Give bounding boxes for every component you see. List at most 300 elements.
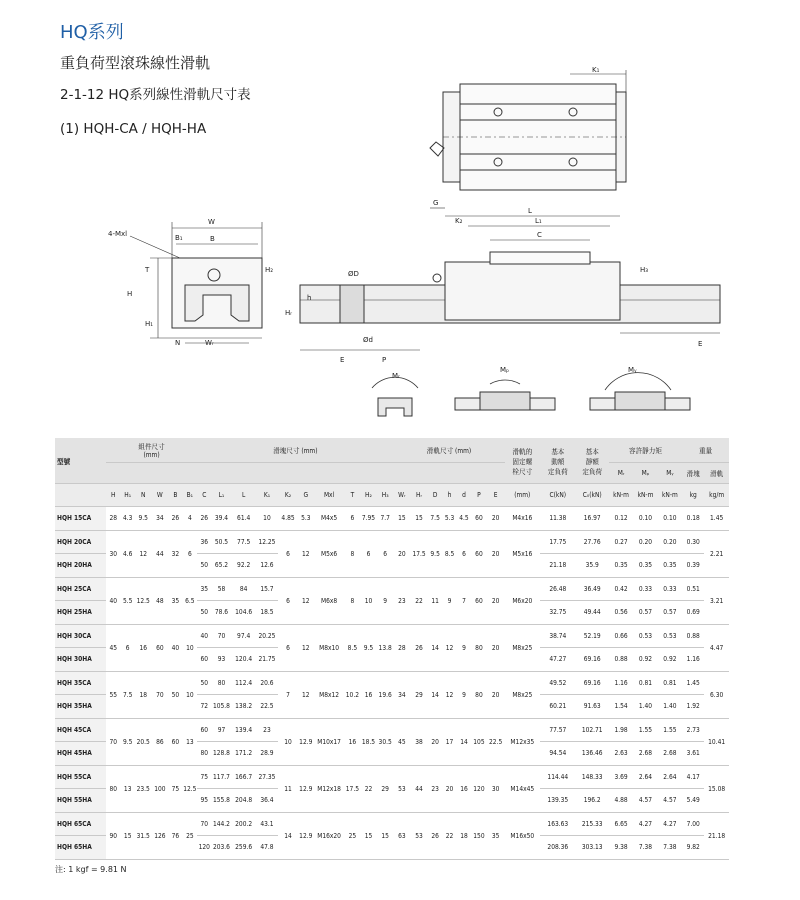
table-cell: M8x25 — [505, 624, 541, 671]
column-header: Hᵣ — [410, 484, 428, 507]
table-cell: 43.1 — [256, 812, 278, 836]
table-row — [55, 530, 729, 554]
table-cell: 94.54 — [540, 742, 576, 766]
table-cell: 20 — [442, 765, 456, 812]
table-cell: 86 — [152, 718, 169, 765]
table-cell: 7.95 — [360, 507, 377, 531]
table-cell: 4.57 — [633, 789, 657, 813]
table-cell: 21.75 — [256, 648, 278, 672]
model-cell: HQH 55HA — [55, 789, 106, 813]
table-cell: 5.3 — [442, 507, 456, 531]
table-cell: 20 — [487, 624, 505, 671]
column-header: B₁ — [183, 484, 197, 507]
table-cell: 15 — [360, 812, 377, 859]
table-cell: 28 — [106, 507, 120, 531]
table-cell: 40 — [168, 624, 182, 671]
table-cell: 15.08 — [704, 765, 729, 812]
table-cell: 58 — [211, 577, 231, 601]
table-cell: 0.53 — [658, 624, 682, 648]
label-n: N — [175, 339, 181, 347]
table-cell: 91.63 — [576, 695, 609, 719]
table-cell: 15 — [394, 507, 411, 531]
model-heading: (1) HQH-CA / HQH-HA — [60, 121, 207, 137]
table-cell: 21.18 — [704, 812, 729, 859]
header-row-1 — [55, 438, 729, 463]
column-header: kN-m — [633, 484, 657, 507]
table-cell: 1.16 — [609, 671, 633, 695]
table-cell: 31.5 — [135, 812, 152, 859]
table-cell: 93 — [211, 648, 231, 672]
table-cell: 16 — [457, 765, 471, 812]
column-header: T — [345, 484, 361, 507]
column-header: C(kN) — [540, 484, 576, 507]
table-row — [55, 718, 729, 742]
table-cell: M5x16 — [505, 530, 541, 577]
table-cell: 49.52 — [540, 671, 576, 695]
table-cell: 10.2 — [345, 671, 361, 718]
my-header: Mᵧ — [658, 463, 682, 484]
table-cell: 35 — [487, 812, 505, 859]
table-cell: 9 — [377, 577, 394, 624]
table-cell: 36.49 — [576, 577, 609, 601]
table-cell: 32.75 — [540, 601, 576, 625]
table-cell: 78.6 — [211, 601, 231, 625]
model-cell: HQH 15CA — [55, 507, 106, 531]
technical-drawing — [0, 0, 800, 440]
table-cell: 7 — [278, 671, 298, 718]
label-k1: K₁ — [592, 66, 600, 74]
table-cell: 26 — [197, 507, 211, 531]
table-cell: 16.97 — [576, 507, 609, 531]
table-cell: 1.16 — [682, 648, 704, 672]
table-cell: 55 — [106, 671, 120, 718]
table-cell: 12.9 — [298, 812, 314, 859]
product-subtitle: 重負荷型滾珠線性滑軌 — [60, 54, 211, 72]
section-title: 2-1-12 HQ系列線性滑軌尺寸表 — [60, 87, 251, 103]
table-cell: 15 — [377, 812, 394, 859]
table-cell: 139.4 — [231, 718, 255, 742]
model-cell: HQH 55CA — [55, 765, 106, 789]
column-header: kg/m — [704, 484, 729, 507]
table-cell: 18.5 — [360, 718, 377, 765]
label-t: T — [145, 266, 150, 274]
table-cell: M8x10 — [314, 624, 345, 671]
table-cell: 27.35 — [256, 765, 278, 789]
table-cell: 50 — [197, 554, 211, 578]
table-cell: 0.18 — [682, 507, 704, 531]
table-cell: 0.57 — [633, 601, 657, 625]
table-cell: 75 — [197, 765, 211, 789]
table-cell: 0.69 — [682, 601, 704, 625]
table-cell: 1.54 — [609, 695, 633, 719]
column-header: P — [471, 484, 487, 507]
table-cell: 22 — [442, 812, 456, 859]
model-cell: HQH 30CA — [55, 624, 106, 648]
table-cell: 303.13 — [576, 836, 609, 860]
table-cell: M6x20 — [505, 577, 541, 624]
table-row — [55, 671, 729, 695]
table-cell: 34 — [152, 507, 169, 531]
table-cell: 80 — [471, 624, 487, 671]
table-cell: 2.68 — [633, 742, 657, 766]
table-cell: 23 — [428, 765, 442, 812]
table-cell: 36.4 — [256, 789, 278, 813]
table-cell: 9.5 — [360, 624, 377, 671]
table-cell: 20.5 — [135, 718, 152, 765]
table-cell: 2.64 — [658, 765, 682, 789]
table-cell: 14 — [428, 624, 442, 671]
table-cell: 7.5 — [428, 507, 442, 531]
table-cell: 60 — [471, 530, 487, 577]
table-cell: 22.5 — [487, 718, 505, 765]
table-cell: 0.20 — [633, 530, 657, 554]
table-cell: 2.64 — [633, 765, 657, 789]
table-cell: M4x16 — [505, 507, 541, 531]
table-cell: 4.5 — [457, 507, 471, 531]
table-cell: M5x6 — [314, 530, 345, 577]
table-cell: 2.73 — [682, 718, 704, 742]
label-w: W — [208, 218, 215, 226]
column-header: K₂ — [278, 484, 298, 507]
model-cell: HQH 20HA — [55, 554, 106, 578]
table-cell: 12 — [298, 624, 314, 671]
table-cell: 25 — [345, 812, 361, 859]
table-cell: 4.3 — [120, 507, 134, 531]
table-cell: 50 — [197, 671, 211, 695]
label-mxl: 4-Mxl — [108, 230, 128, 238]
table-cell: 14 — [457, 718, 471, 765]
moment-icons — [372, 373, 690, 416]
table-cell: 35.9 — [576, 554, 609, 578]
table-cell: 95 — [197, 789, 211, 813]
column-header: d — [457, 484, 471, 507]
table-cell: 21.18 — [540, 554, 576, 578]
table-cell: 12 — [442, 624, 456, 671]
label-e-left: E — [340, 356, 345, 364]
table-cell: 4.27 — [658, 812, 682, 836]
column-header: D — [428, 484, 442, 507]
table-cell: 0.10 — [633, 507, 657, 531]
column-header: kN-m — [609, 484, 633, 507]
table-cell: 144.2 — [211, 812, 231, 836]
table-cell: 23.5 — [135, 765, 152, 812]
table-cell: 18 — [457, 812, 471, 859]
table-cell: 7.38 — [633, 836, 657, 860]
table-cell: 39.4 — [211, 507, 231, 531]
table-cell: 84 — [231, 577, 255, 601]
mr-header: Mᵣ — [609, 463, 633, 484]
table-cell: 4.6 — [120, 530, 134, 577]
table-cell: 92.2 — [231, 554, 255, 578]
table-row — [55, 812, 729, 836]
table-cell: 0.27 — [609, 530, 633, 554]
table-cell: 6 — [278, 624, 298, 671]
table-cell: M4x5 — [314, 507, 345, 531]
table-cell: 29 — [410, 671, 428, 718]
table-cell: 9 — [442, 577, 456, 624]
table-row — [55, 577, 729, 601]
column-header: H₃ — [377, 484, 394, 507]
table-cell: 0.92 — [658, 648, 682, 672]
label-k2: K₂ — [455, 217, 463, 225]
table-cell: 20 — [394, 530, 411, 577]
table-cell: 208.36 — [540, 836, 576, 860]
table-cell: 97.4 — [231, 624, 255, 648]
table-cell: 259.6 — [231, 836, 255, 860]
table-cell: 7.38 — [658, 836, 682, 860]
column-header: N — [135, 484, 152, 507]
table-cell: 1.40 — [658, 695, 682, 719]
column-header: L — [231, 484, 255, 507]
model-header: 型號 — [55, 438, 106, 484]
table-cell: 0.66 — [609, 624, 633, 648]
table-cell: 6 — [377, 530, 394, 577]
table-cell: 3.21 — [704, 577, 729, 624]
model-cell: HQH 65HA — [55, 836, 106, 860]
table-cell: M6x8 — [314, 577, 345, 624]
table-cell: 4.17 — [682, 765, 704, 789]
table-cell: 171.2 — [231, 742, 255, 766]
table-cell: 47.8 — [256, 836, 278, 860]
column-header: H₂ — [360, 484, 377, 507]
table-cell: 26 — [428, 812, 442, 859]
table-cell: M14x45 — [505, 765, 541, 812]
table-cell: 80 — [471, 671, 487, 718]
table-cell: 0.12 — [609, 507, 633, 531]
table-cell: 5.49 — [682, 789, 704, 813]
table-cell: 200.2 — [231, 812, 255, 836]
table-cell: 32 — [168, 530, 182, 577]
table-cell: 10 — [360, 577, 377, 624]
table-cell: 2.63 — [609, 742, 633, 766]
mp-header: Mₚ — [633, 463, 657, 484]
top-view — [430, 70, 626, 190]
column-header: C₀(kN) — [576, 484, 609, 507]
table-cell: 1.55 — [633, 718, 657, 742]
column-header: kg — [682, 484, 704, 507]
table-cell: M12x18 — [314, 765, 345, 812]
table-cell: 20 — [428, 718, 442, 765]
table-cell: 40 — [106, 577, 120, 624]
table-cell: 12 — [298, 671, 314, 718]
table-cell: 17.75 — [540, 530, 576, 554]
table-cell: 0.35 — [658, 554, 682, 578]
table-cell: 60 — [168, 718, 182, 765]
label-phi-d-small: Ød — [363, 336, 373, 344]
block-header: 滑塊尺寸 (mm) — [197, 438, 393, 463]
table-cell: 50 — [168, 671, 182, 718]
table-cell: 7 — [457, 577, 471, 624]
table-cell: 36 — [197, 530, 211, 554]
table-cell: M16x20 — [314, 812, 345, 859]
table-cell: 26.48 — [540, 577, 576, 601]
table-cell: 11 — [278, 765, 298, 812]
column-header: W — [152, 484, 169, 507]
table-cell: 9.5 — [120, 718, 134, 765]
table-cell: 8 — [345, 530, 361, 577]
table-cell: 0.88 — [682, 624, 704, 648]
table-cell: 70 — [197, 812, 211, 836]
model-cell: HQH 45CA — [55, 718, 106, 742]
table-cell: 16 — [360, 671, 377, 718]
table-cell: 28.9 — [256, 742, 278, 766]
table-cell: 12 — [135, 530, 152, 577]
side-view — [300, 208, 720, 350]
table-cell: 12 — [298, 577, 314, 624]
table-cell: 70 — [152, 671, 169, 718]
table-cell: 15.7 — [256, 577, 278, 601]
label-b1: B₁ — [175, 234, 183, 242]
table-cell: 0.56 — [609, 601, 633, 625]
table-cell: 9.82 — [682, 836, 704, 860]
model-cell: HQH 35HA — [55, 695, 106, 719]
table-cell: 17.5 — [410, 530, 428, 577]
column-header: E — [487, 484, 505, 507]
label-h2: H₂ — [265, 266, 274, 274]
table-cell: 9.5 — [135, 507, 152, 531]
label-e-right: E — [698, 340, 703, 348]
table-cell: 29 — [377, 765, 394, 812]
model-cell: HQH 20CA — [55, 530, 106, 554]
table-cell: 6 — [183, 530, 197, 577]
table-cell: 0.81 — [633, 671, 657, 695]
table-cell: 28 — [394, 624, 411, 671]
table-row — [55, 765, 729, 789]
table-cell: 102.71 — [576, 718, 609, 742]
table-cell: 90 — [106, 812, 120, 859]
table-cell: 80 — [211, 671, 231, 695]
table-cell: 0.81 — [658, 671, 682, 695]
table-cell: 105.8 — [211, 695, 231, 719]
label-b: B — [210, 235, 215, 243]
table-cell: 4.85 — [278, 507, 298, 531]
model-cell: HQH 35CA — [55, 671, 106, 695]
column-header: K₁ — [256, 484, 278, 507]
table-cell: 15 — [410, 507, 428, 531]
table-cell: 26 — [168, 507, 182, 531]
table-cell: 20.6 — [256, 671, 278, 695]
table-cell: 53 — [394, 765, 411, 812]
table-cell: 25 — [183, 812, 197, 859]
table-cell: 38.74 — [540, 624, 576, 648]
table-cell: 0.88 — [609, 648, 633, 672]
label-h-small: h — [307, 294, 312, 302]
table-cell: 5.3 — [298, 507, 314, 531]
table-cell: 2.21 — [704, 530, 729, 577]
table-cell: 1.45 — [704, 507, 729, 531]
label-phi-d-large: ØD — [348, 270, 359, 278]
model-cell: HQH 25CA — [55, 577, 106, 601]
table-cell: 12.25 — [256, 530, 278, 554]
label-c: C — [537, 231, 542, 239]
table-cell: 75 — [168, 765, 182, 812]
table-cell: 77.5 — [231, 530, 255, 554]
table-cell: 69.16 — [576, 648, 609, 672]
table-cell: 0.10 — [658, 507, 682, 531]
table-cell: 23 — [394, 577, 411, 624]
table-cell: 0.92 — [633, 648, 657, 672]
table-cell: 45 — [106, 624, 120, 671]
table-cell: 163.63 — [540, 812, 576, 836]
table-cell: 80 — [197, 742, 211, 766]
table-cell: 6.30 — [704, 671, 729, 718]
model-cell: HQH 30HA — [55, 648, 106, 672]
table-cell: 1.40 — [633, 695, 657, 719]
table-cell: 76 — [168, 812, 182, 859]
table-cell: 3.61 — [682, 742, 704, 766]
table-cell: 4.88 — [609, 789, 633, 813]
table-cell: M16x50 — [505, 812, 541, 859]
table-cell: 16 — [135, 624, 152, 671]
model-cell: HQH 45HA — [55, 742, 106, 766]
model-cell: HQH 25HA — [55, 601, 106, 625]
label-p: P — [382, 356, 387, 364]
table-cell: 0.39 — [682, 554, 704, 578]
table-cell: 10 — [183, 671, 197, 718]
label-h1: H₁ — [145, 320, 154, 328]
column-header: h — [442, 484, 456, 507]
footnote: 注: 1 kgf = 9.81 N — [55, 865, 127, 874]
column-header: B — [168, 484, 182, 507]
static-load-header: 基本 靜額 定負荷 — [576, 438, 609, 484]
table-cell: 18.5 — [256, 601, 278, 625]
table-cell: 204.8 — [231, 789, 255, 813]
label-l1: L₁ — [535, 217, 542, 225]
column-header: H₁ — [120, 484, 134, 507]
label-mp: Mₚ — [500, 366, 510, 374]
table-cell: 120.4 — [231, 648, 255, 672]
table-cell: 44 — [410, 765, 428, 812]
header-row-3 — [55, 484, 729, 507]
table-cell: 4.57 — [658, 789, 682, 813]
table-cell: 20.25 — [256, 624, 278, 648]
table-cell: 10.41 — [704, 718, 729, 765]
moment-header: 容許靜力矩 — [609, 438, 682, 463]
table-cell: 69.16 — [576, 671, 609, 695]
table-cell: 104.6 — [231, 601, 255, 625]
table-cell: 23 — [256, 718, 278, 742]
table-cell: 13.8 — [377, 624, 394, 671]
table-cell: 14 — [278, 812, 298, 859]
table-cell: 0.35 — [609, 554, 633, 578]
table-cell: 128.8 — [211, 742, 231, 766]
model-cell: HQH 65CA — [55, 812, 106, 836]
table-cell: 30 — [106, 530, 120, 577]
table-cell: 139.35 — [540, 789, 576, 813]
column-header: G — [298, 484, 314, 507]
column-header: L₁ — [211, 484, 231, 507]
column-header: C — [197, 484, 211, 507]
table-cell: 14 — [428, 671, 442, 718]
table-cell: 97 — [211, 718, 231, 742]
table-cell: 60.21 — [540, 695, 576, 719]
label-mr: Mᵣ — [392, 372, 400, 380]
table-cell: 4 — [183, 507, 197, 531]
table-cell: 60 — [197, 648, 211, 672]
label-l: L — [528, 207, 532, 215]
table-cell: 20 — [487, 577, 505, 624]
table-cell: 6 — [278, 577, 298, 624]
table-cell: 0.35 — [633, 554, 657, 578]
table-cell: 0.20 — [658, 530, 682, 554]
table-row — [55, 624, 729, 648]
table-cell: 20 — [487, 507, 505, 531]
table-cell: 6 — [278, 530, 298, 577]
table-cell: 136.46 — [576, 742, 609, 766]
table-cell: 60 — [152, 624, 169, 671]
table-cell: 6.65 — [609, 812, 633, 836]
table-cell: 4.27 — [633, 812, 657, 836]
